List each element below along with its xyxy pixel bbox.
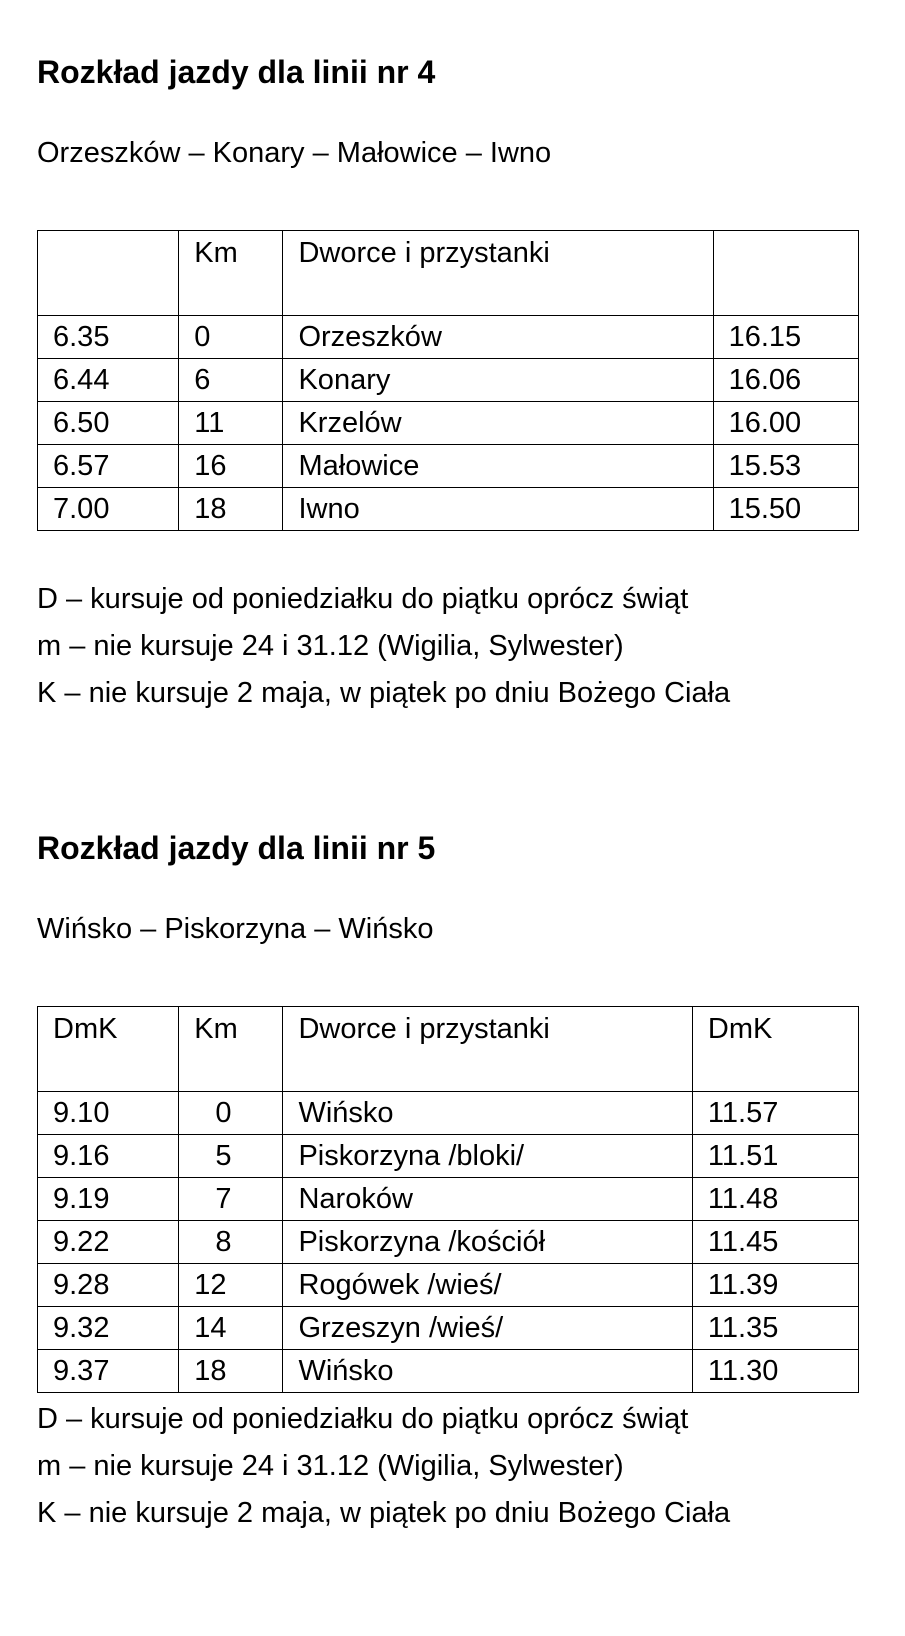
stop-name-cell: Iwno <box>283 488 713 531</box>
table-row <box>38 1307 859 1350</box>
legend-notes <box>37 576 730 717</box>
route-description: Wińsko – Piskorzyna – Wińsko <box>37 913 434 945</box>
header-cell-departure: DmK <box>38 1007 179 1092</box>
stop-name-cell: Piskorzyna /bloki/ <box>283 1135 692 1178</box>
km-cell: 6 <box>179 359 283 402</box>
km-cell: 8 <box>179 1221 283 1264</box>
table-row <box>38 1135 859 1178</box>
table-header-row <box>38 1007 859 1092</box>
header-cell-km: Km <box>179 231 283 316</box>
legend-notes <box>37 1396 730 1537</box>
stop-name-cell: Grzeszyn /wieś/ <box>283 1307 692 1350</box>
table-row <box>38 1178 859 1221</box>
departure-time-cell: 6.35 <box>38 316 179 359</box>
timetable-section-line-5 <box>37 828 860 1529</box>
header-cell-stops: Dworce i przystanki <box>283 1007 692 1092</box>
departure-time-cell: 9.37 <box>38 1350 179 1393</box>
stop-name-cell: Krzelów <box>283 402 713 445</box>
stop-name-cell: Konary <box>283 359 713 402</box>
stop-name-cell: Naroków <box>283 1178 692 1221</box>
stop-name-cell: Wińsko <box>283 1350 692 1393</box>
departure-time-cell: 9.16 <box>38 1135 179 1178</box>
section-title: Rozkład jazdy dla linii nr 5 <box>37 830 436 866</box>
table-row <box>38 1221 859 1264</box>
stop-name-cell: Rogówek /wieś/ <box>283 1264 692 1307</box>
return-time-cell: 11.39 <box>692 1264 858 1307</box>
km-cell: 0 <box>179 1092 283 1135</box>
table-row <box>38 1264 859 1307</box>
stop-name-cell: Orzeszków <box>283 316 713 359</box>
departure-time-cell: 9.19 <box>38 1178 179 1221</box>
timetable-section-line-4 <box>37 52 860 709</box>
departure-time-cell: 9.32 <box>38 1307 179 1350</box>
km-cell: 7 <box>179 1178 283 1221</box>
km-cell: 18 <box>179 488 283 531</box>
table-header-row <box>38 231 859 316</box>
timetable-line-4 <box>37 230 859 531</box>
departure-time-cell: 7.00 <box>38 488 179 531</box>
return-time-cell: 11.45 <box>692 1221 858 1264</box>
section-title: Rozkład jazdy dla linii nr 4 <box>37 54 436 90</box>
table-row <box>38 402 859 445</box>
departure-time-cell: 9.22 <box>38 1221 179 1264</box>
departure-time-cell: 6.44 <box>38 359 179 402</box>
return-time-cell: 16.06 <box>713 359 858 402</box>
km-cell: 12 <box>179 1264 283 1307</box>
departure-time-cell: 6.57 <box>38 445 179 488</box>
return-time-cell: 15.53 <box>713 445 858 488</box>
legend-note: m – nie kursuje 24 i 31.12 (Wigilia, Sylwester) <box>37 630 624 662</box>
table-row <box>38 1350 859 1393</box>
route-description: Orzeszków – Konary – Małowice – Iwno <box>37 137 552 169</box>
km-cell: 0 <box>179 316 283 359</box>
legend-note: D – kursuje od poniedziałku do piątku oprócz świąt <box>37 583 689 615</box>
departure-time-cell: 9.28 <box>38 1264 179 1307</box>
header-cell-departure <box>38 231 179 316</box>
legend-note: D – kursuje od poniedziałku do piątku oprócz świąt <box>37 1403 689 1435</box>
km-cell: 16 <box>179 445 283 488</box>
header-cell-km: Km <box>179 1007 283 1092</box>
return-time-cell: 11.30 <box>692 1350 858 1393</box>
header-cell-return: DmK <box>692 1007 858 1092</box>
header-cell-stops: Dworce i przystanki <box>283 231 713 316</box>
return-time-cell: 11.35 <box>692 1307 858 1350</box>
stop-name-cell: Wińsko <box>283 1092 692 1135</box>
legend-note: K – nie kursuje 2 maja, w piątek po dniu Bożego Ciała <box>37 677 731 709</box>
table-row <box>38 445 859 488</box>
km-cell: 11 <box>179 402 283 445</box>
km-cell: 5 <box>179 1135 283 1178</box>
table-row <box>38 1092 859 1135</box>
legend-note: K – nie kursuje 2 maja, w piątek po dniu Bożego Ciała <box>37 1497 731 1529</box>
return-time-cell: 11.57 <box>692 1092 858 1135</box>
stop-name-cell: Małowice <box>283 445 713 488</box>
header-cell-return <box>713 231 858 316</box>
table-row <box>38 359 859 402</box>
table-row <box>38 488 859 531</box>
legend-note: m – nie kursuje 24 i 31.12 (Wigilia, Sylwester) <box>37 1450 624 1482</box>
table-row <box>38 316 859 359</box>
return-time-cell: 11.48 <box>692 1178 858 1221</box>
return-time-cell: 16.00 <box>713 402 858 445</box>
return-time-cell: 16.15 <box>713 316 858 359</box>
return-time-cell: 15.50 <box>713 488 858 531</box>
departure-time-cell: 6.50 <box>38 402 179 445</box>
timetable-line-5 <box>37 1006 859 1393</box>
km-cell: 18 <box>179 1350 283 1393</box>
km-cell: 14 <box>179 1307 283 1350</box>
departure-time-cell: 9.10 <box>38 1092 179 1135</box>
stop-name-cell: Piskorzyna /kościół <box>283 1221 692 1264</box>
return-time-cell: 11.51 <box>692 1135 858 1178</box>
